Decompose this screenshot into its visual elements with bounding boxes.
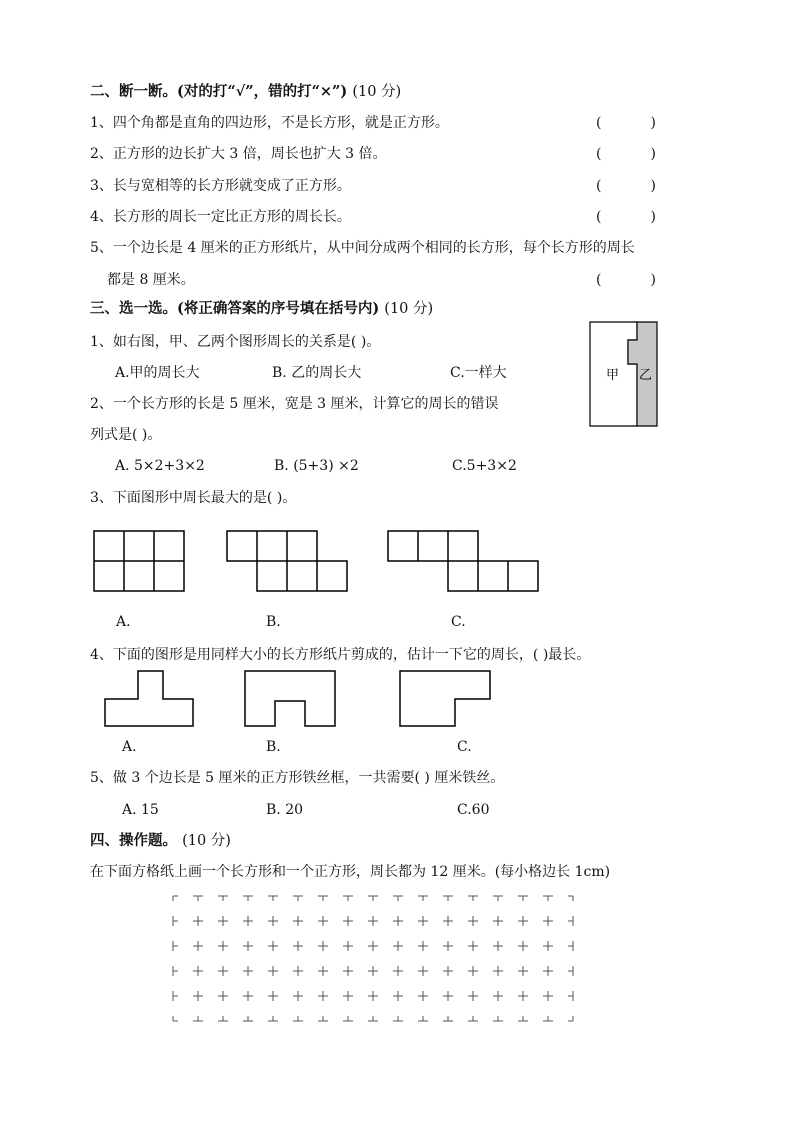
q5-option-c[interactable]: C.60 [457, 802, 490, 818]
section4-title: 四、操作题。 [90, 832, 177, 849]
answer-paren-1[interactable]: ( ) [596, 115, 656, 131]
section2-title: 二、断一断。(对的打“√”，错的打“×”) [90, 83, 348, 100]
answer-paren-5[interactable]: ( ) [596, 272, 656, 288]
q4-figure-b [245, 671, 337, 729]
q1-option-c[interactable]: C.一样大 [450, 365, 507, 381]
answer-paren-2[interactable]: ( ) [596, 146, 656, 162]
q2-option-c[interactable]: C.5+3×2 [452, 458, 517, 474]
jia-yi-figure [590, 322, 660, 426]
q4-figure-a [105, 671, 195, 729]
section4-instruction: 在下面方格纸上画一个长方形和一个正方形，周长都为 12 厘米。(每小格边长 1cm) [90, 864, 611, 880]
q4-option-a[interactable]: A. [122, 739, 137, 755]
answer-paren-4[interactable]: ( ) [596, 209, 656, 225]
section3-score: (10 分) [384, 301, 434, 317]
judge-item-4: 4、长方形的周长一定比正方形的周长长。 [90, 209, 351, 225]
q1-option-a[interactable]: A.甲的周长大 [115, 365, 200, 381]
q2-option-b[interactable]: B. (5+3) ×2 [274, 458, 359, 474]
q3-option-c[interactable]: C. [451, 614, 466, 630]
q1-option-b[interactable]: B. 乙的周长大 [272, 365, 362, 381]
judge-item-5-cont: 都是 8 厘米。 [107, 272, 195, 288]
choice-q2-line2: 列式是( )。 [90, 427, 162, 443]
q5-option-b[interactable]: B. 20 [266, 802, 304, 818]
judge-item-1: 1、四个角都是直角的四边形，不是长方形，就是正方形。 [90, 115, 449, 131]
q4-option-b[interactable]: B. [266, 739, 281, 755]
q3-figure-b [227, 531, 351, 593]
answer-paren-3[interactable]: ( ) [596, 178, 656, 194]
q3-option-b[interactable]: B. [266, 614, 281, 630]
section2-score: (10 分) [352, 84, 402, 100]
q4-figure-c [400, 671, 492, 729]
judge-item-5: 5、一个边长是 4 厘米的正方形纸片，从中间分成两个相同的长方形，每个长方形的周长 [90, 240, 635, 256]
choice-q3: 3、下面图形中周长最大的是( )。 [90, 490, 297, 506]
section3-heading [90, 300, 433, 318]
q4-option-c[interactable]: C. [457, 739, 472, 755]
judge-item-3: 3、长与宽相等的长方形就变成了正方形。 [90, 178, 351, 194]
choice-q5: 5、做 3 个边长是 5 厘米的正方形铁丝框，一共需要( ) 厘米铁丝。 [90, 770, 505, 786]
section4-heading [90, 832, 231, 850]
choice-q2-line1: 2、一个长方形的长是 5 厘米，宽是 3 厘米，计算它的周长的错误 [90, 396, 499, 412]
jia-label: 甲 [606, 368, 620, 383]
section2-heading [90, 83, 401, 101]
grid-paper[interactable] [171, 894, 575, 1022]
q3-figure-c [388, 531, 542, 593]
judge-item-2: 2、正方形的边长扩大 3 倍，周长也扩大 3 倍。 [90, 146, 387, 162]
section4-score: (10 分) [182, 833, 231, 849]
q3-figure-a [94, 531, 186, 593]
q2-option-a[interactable]: A. 5×2+3×2 [115, 458, 205, 474]
q3-option-a[interactable]: A. [116, 614, 131, 630]
choice-q1: 1、如右图，甲、乙两个图形周长的关系是( )。 [90, 334, 381, 350]
section3-title: 三、选一选。(将正确答案的序号填在括号内) [90, 300, 380, 317]
q5-option-a[interactable]: A. 15 [122, 802, 159, 818]
choice-q4: 4、下面的图形是用同样大小的长方形纸片剪成的，估计一下它的周长，( )最长。 [90, 647, 591, 663]
yi-label: 乙 [639, 368, 653, 383]
